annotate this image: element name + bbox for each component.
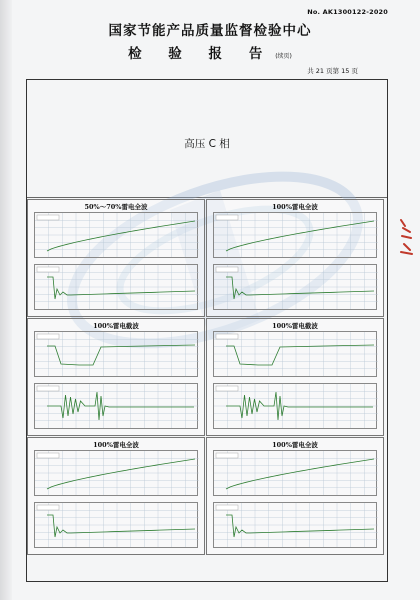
voltage-waveform-plot (34, 212, 198, 258)
current-waveform-plot (213, 383, 377, 429)
current-waveform-plot (34, 264, 198, 310)
voltage-waveform-plot (34, 331, 198, 377)
waveform-panel-title: 100%雷电截波 (272, 322, 318, 330)
waveform-panel (206, 437, 384, 555)
waveform-panel (27, 199, 205, 317)
waveform-panel (206, 318, 384, 436)
report-title (0, 42, 420, 62)
section-divider (27, 197, 387, 198)
organization-name: 国家节能产品质量监督检验中心 (108, 23, 312, 39)
current-waveform-plot (34, 383, 198, 429)
voltage-waveform-plot (34, 450, 198, 496)
report-title-text: 检 验 报 告 (128, 46, 274, 62)
voltage-waveform-plot (213, 450, 377, 496)
current-waveform-plot (213, 264, 377, 310)
document-number: No. AK1300122-2020 (307, 8, 388, 16)
waveform-panel-title: 50%～70%雷电全波 (84, 203, 148, 211)
waveform-panel (27, 437, 205, 555)
binding-shadow (0, 0, 12, 600)
page-info: 共 21 页第 15 页 (307, 67, 358, 75)
voltage-waveform-plot (213, 212, 377, 258)
waveform-panel-title: 100%雷电全波 (272, 441, 318, 449)
waveform-panel-title: 100%雷电截波 (93, 322, 139, 330)
waveform-panel (206, 199, 384, 317)
waveform-panel-title: 100%雷电全波 (93, 441, 139, 449)
current-waveform-plot (34, 502, 198, 548)
section-subtitle: 高压 C 相 (184, 138, 230, 150)
current-waveform-plot (213, 502, 377, 548)
voltage-waveform-plot (213, 331, 377, 377)
waveform-panel (27, 318, 205, 436)
continued-label: (续页) (275, 53, 292, 60)
red-stamp-mark (398, 218, 416, 260)
waveform-panel-title: 100%雷电全波 (272, 203, 318, 211)
